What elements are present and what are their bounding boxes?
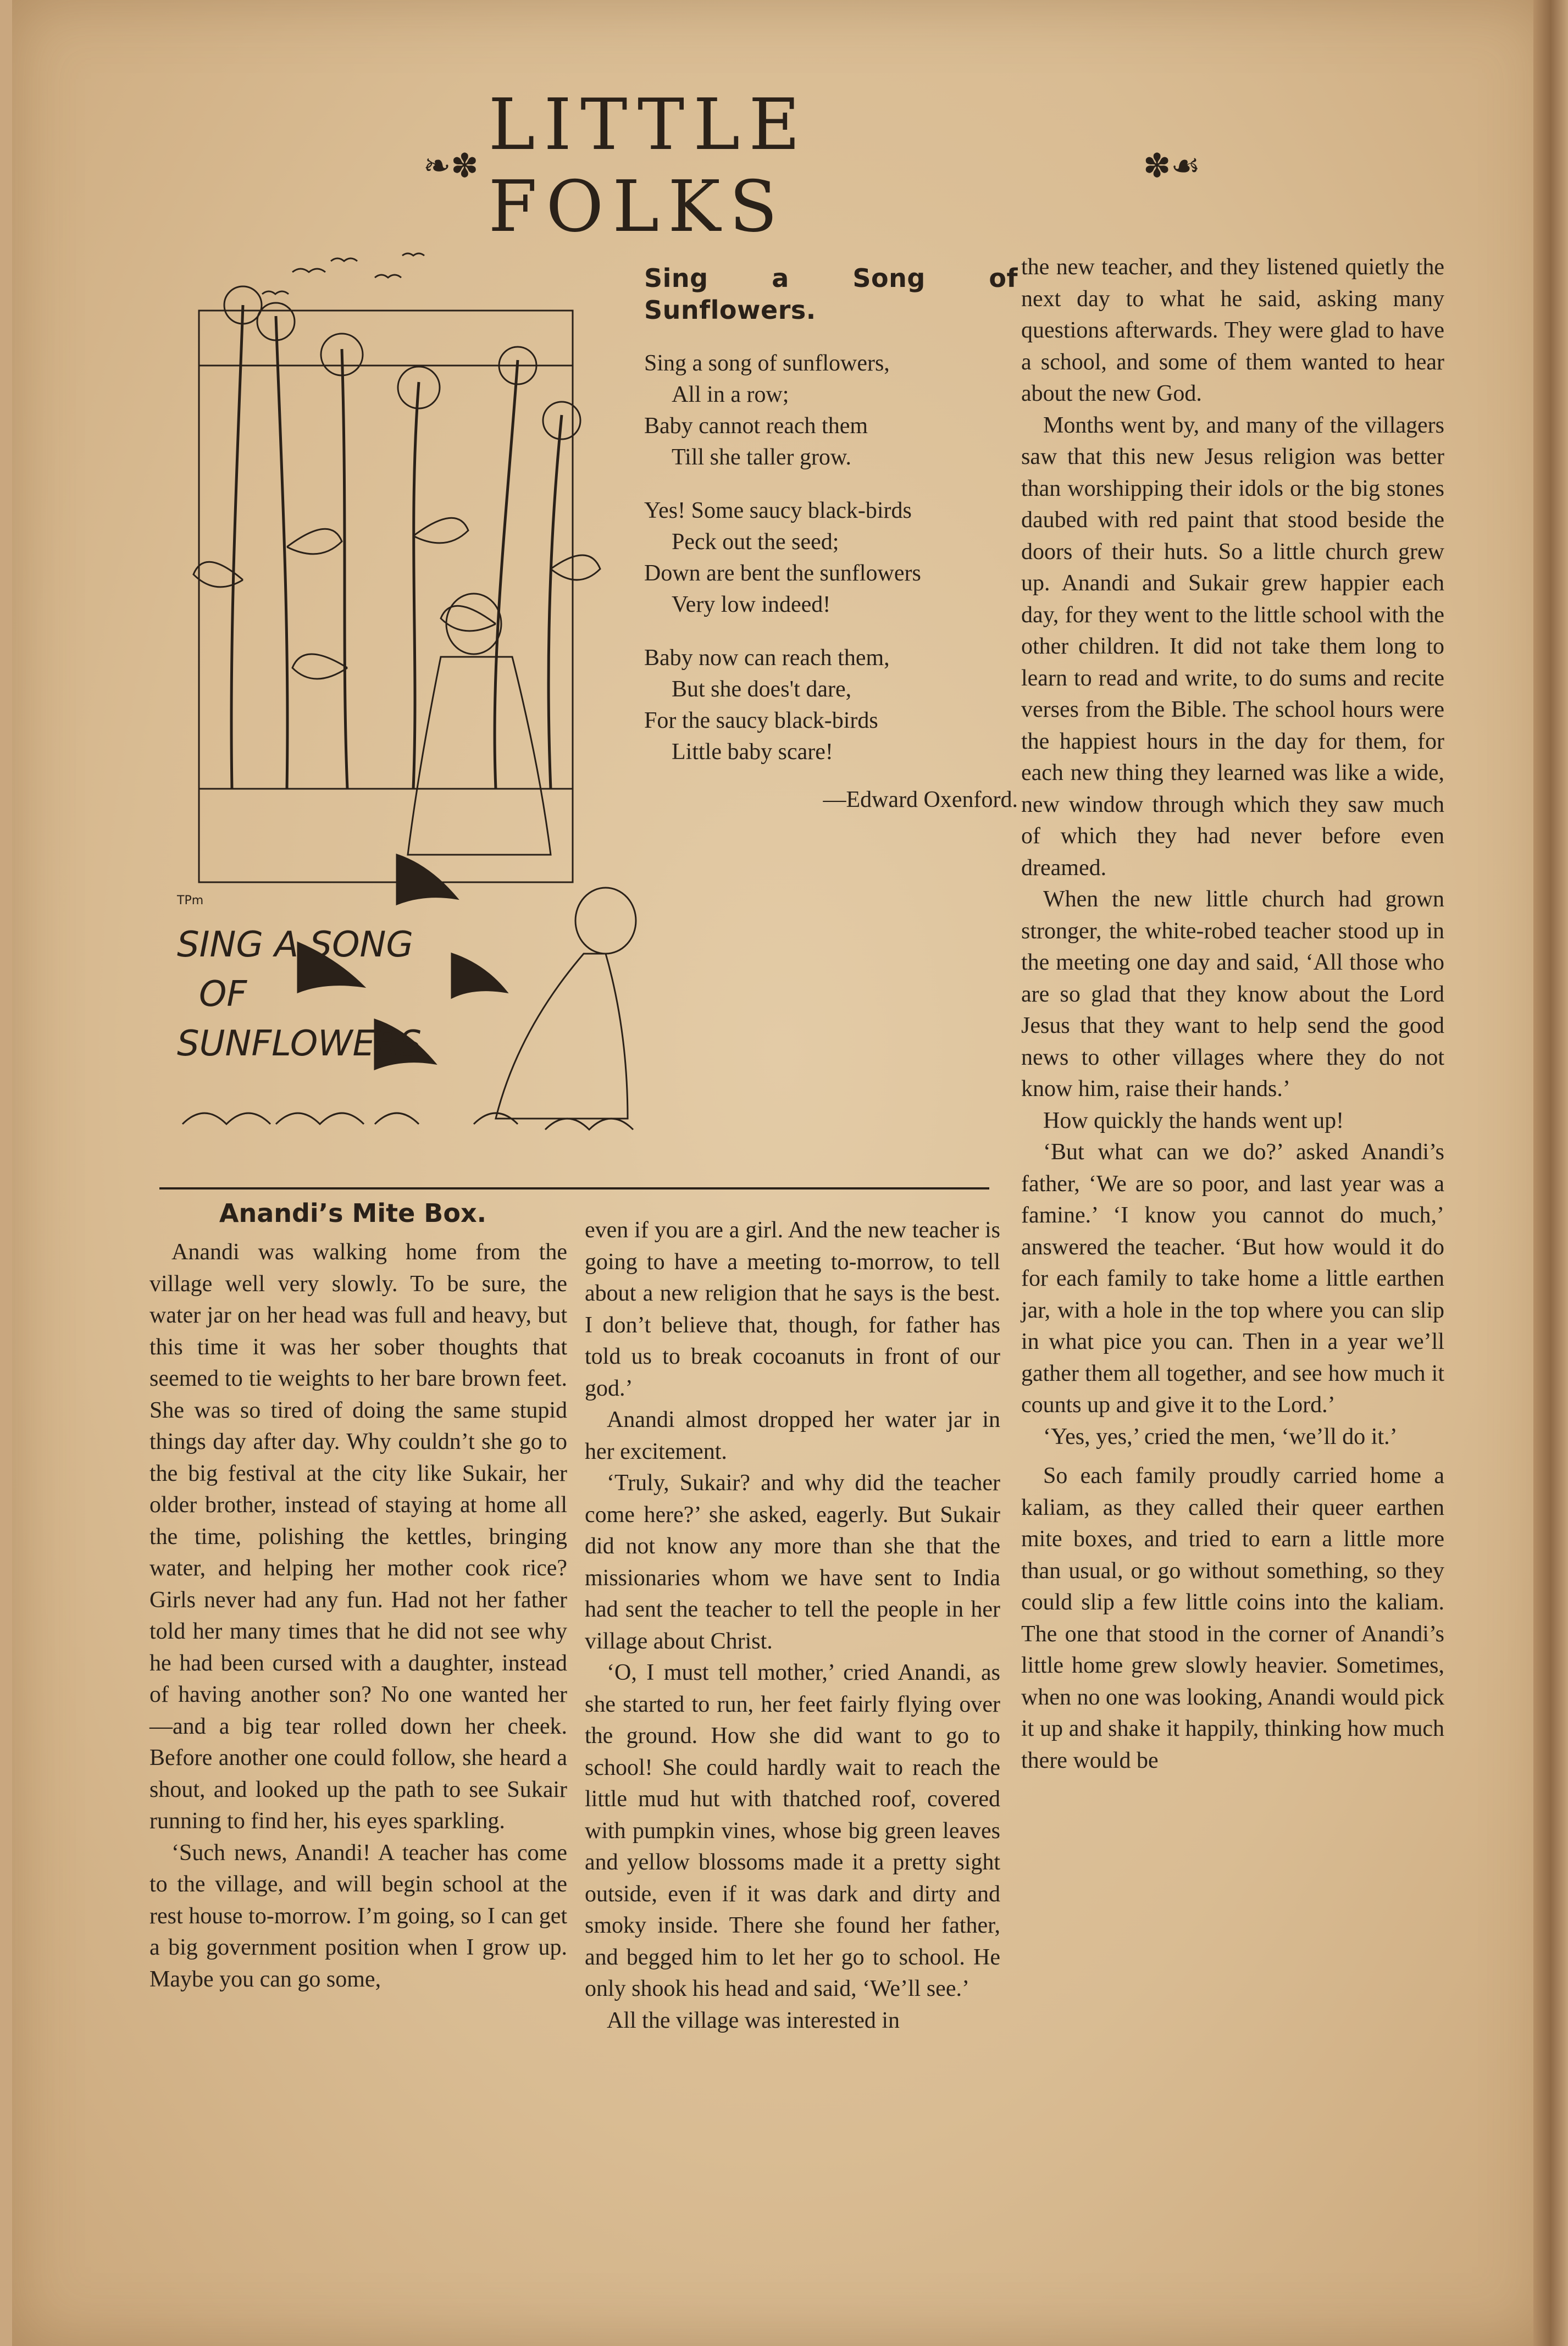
poem-line: Down are bent the sunflowers [644, 561, 921, 586]
story-paragraph: ‘Yes, yes,’ cried the men, ‘we’ll do it.’ [1043, 1424, 1398, 1449]
poem-line: Till she taller grow. [672, 445, 852, 470]
section-divider [159, 1187, 989, 1189]
poem-author: —Edward Oxenford. [823, 787, 1018, 812]
poem [644, 263, 1018, 816]
poem-line: All in a row; [672, 382, 789, 407]
bird-icon [331, 258, 357, 261]
story-paragraph: ‘O, I must tell mother,’ cried Anandi, as she started to run, her feet fairly flying over the ground. How she did want to go to school! She could hardly wait to reach the little mud hut with thatched roof, covered with pumpkin vines, whose big green leaves and yellow blossoms made it a pretty sight outside, even if it was dark and dirty and smoky inside. There she found her father, and begged him to let her go to school. He only shook his head and said, ‘We’ll see.’ [585, 1660, 1000, 2001]
story-paragraph: So each family proudly carried home a kaliam, as they called their queer earthen mite boxes, and tried to earn a little more than usual, or go without something, so they could slip a few little coins into the kaliam. The one that stood in the corner of Anandi’s little home grew slowly heavier. Sometimes, when no one was looking, Anandi would pick it up and shake it happily, thinking how much there would be [1021, 1463, 1444, 1773]
story-paragraph: When the new little church had grown stronger, the white-robed teacher stood up in the meeting one day and said, ‘All those who are so glad that they know about the Lord Jesus that they want to help send the good news to other villages where they do not know him, raise their hands.’ [1021, 887, 1444, 1102]
poem-line: Very low indeed! [672, 592, 831, 617]
poem-line: Baby cannot reach them [644, 413, 868, 439]
bird-icon [375, 275, 401, 278]
illustrator-monogram: TPm [177, 894, 204, 908]
story-column-middle [585, 1215, 1000, 2037]
bird-icon [292, 269, 325, 272]
poem-stanza [644, 348, 1018, 473]
story-paragraph: the new teacher, and they listened quietly the next day to what he said, asking many questions afterwards. They were glad to have a school, and some of them wanted to hear about the new God. [1021, 254, 1444, 406]
poem-title: Sing a Song of Sunflowers. [644, 263, 1018, 325]
binding-edge [1533, 0, 1568, 2346]
story-column-right [1021, 252, 1444, 1777]
poem-line: Baby now can reach them, [644, 645, 890, 671]
left-ornament-icon: ❧✽ [423, 147, 479, 185]
story-title: Anandi’s Mite Box. [219, 1198, 487, 1228]
story-paragraph: All the village was interested in [607, 2007, 900, 2033]
bird-icon [262, 291, 289, 294]
right-ornament-icon: ✽☙ [1143, 147, 1200, 185]
story-paragraph: Months went by, and many of the villagers saw that this new Jesus religion was better than worshipping their idols or the big stones daubed with red paint that stood beside the doors of their huts. So a little church grew up. Anandi and Sukair grew happier each day, for they went to the little school with the other children. It did not take them long to learn to read and write, to do sums and recite verses from the Bible. The school hours were the happiest hours in the day for them, for each new thing they learned was like a wide, new window through which they saw much of which they had never before even dreamed. [1021, 412, 1444, 881]
poem-line: Little baby scare! [672, 739, 833, 765]
sunflower-illustration [166, 239, 650, 1174]
illustration-lettering-line-1: SING A SONG [177, 925, 413, 965]
story-paragraph: How quickly the hands went up! [1043, 1108, 1344, 1133]
bird-icon [402, 253, 424, 256]
poem-line: Yes! Some saucy black-birds [644, 498, 912, 523]
masthead [413, 84, 1210, 248]
poem-line: Peck out the seed; [672, 529, 839, 555]
illustration-lettering-line-2: OF [199, 974, 247, 1015]
story-paragraph: ‘Truly, Sukair? and why did the teacher come here?’ she asked, eagerly. But Sukair did not know any more than she that the missionaries whom we have sent to India had sent the teacher to tell the people in her village about Christ. [585, 1470, 1000, 1654]
story-paragraph: Anandi was walking home from the village well very slowly. To be sure, the water jar on her head was full and heavy, but this time it was her sober thoughts that seemed to tie weights to her bare brown feet. She was so tired of doing the same stupid things day after day. Why couldn’t she go to the big festival at the city like Sukair, her older brother, instead of staying at home all the time, polishing the kettles, bringing water, and helping her mother cook rice? Girls never had any fun. Had not her father told her many times that he did not see why he had been cursed with a daughter, instead of having another son? No one wanted her —and a big tear rolled down her cheek. Before another one could follow, she heard a shout, and looked up the path to see Sukair running to find her, his eyes sparkling. [149, 1240, 567, 1834]
poem-stanza [644, 495, 1018, 621]
story-column-left [149, 1237, 567, 1995]
poem-line: For the saucy black-birds [644, 708, 878, 733]
story-paragraph: ‘But what can we do?’ asked Anandi’s father, ‘We are so poor, and last year was a famine.’ ‘I know you cannot do much,’ answered the teacher. ‘But how would it do for each family to take home a little earthen jar, with a hole in the top where you can slip in what pice you can. Then in a year we’ll gather them all together, and see how much it counts up and give it to the Lord.’ [1021, 1139, 1444, 1418]
illustration-lettering-line-3: SUNFLOWERS [177, 1023, 422, 1064]
story-paragraph: ‘Such news, Anandi! A teacher has come to the village, and will begin school at the rest house to-morrow. I’m going, so I can get a big government position when I grow up. Maybe you can go some, [149, 1840, 567, 1992]
poem-line: Sing a song of sunflowers, [644, 351, 890, 376]
story-paragraph: even if you are a girl. And the new teacher is going to have a meeting to-morrow, to tell about a new religion that he says is the best. I don’t believe that, though, for father has told us to break cocoanuts in front of our god.’ [585, 1218, 1000, 1401]
poem-stanza [644, 643, 1018, 768]
story-paragraph: Anandi almost dropped her water jar in her excitement. [585, 1407, 1000, 1464]
masthead-title: LITTLE FOLKS [488, 84, 809, 248]
poem-line: But she does't dare, [672, 677, 852, 702]
magazine-page [12, 0, 1551, 2346]
